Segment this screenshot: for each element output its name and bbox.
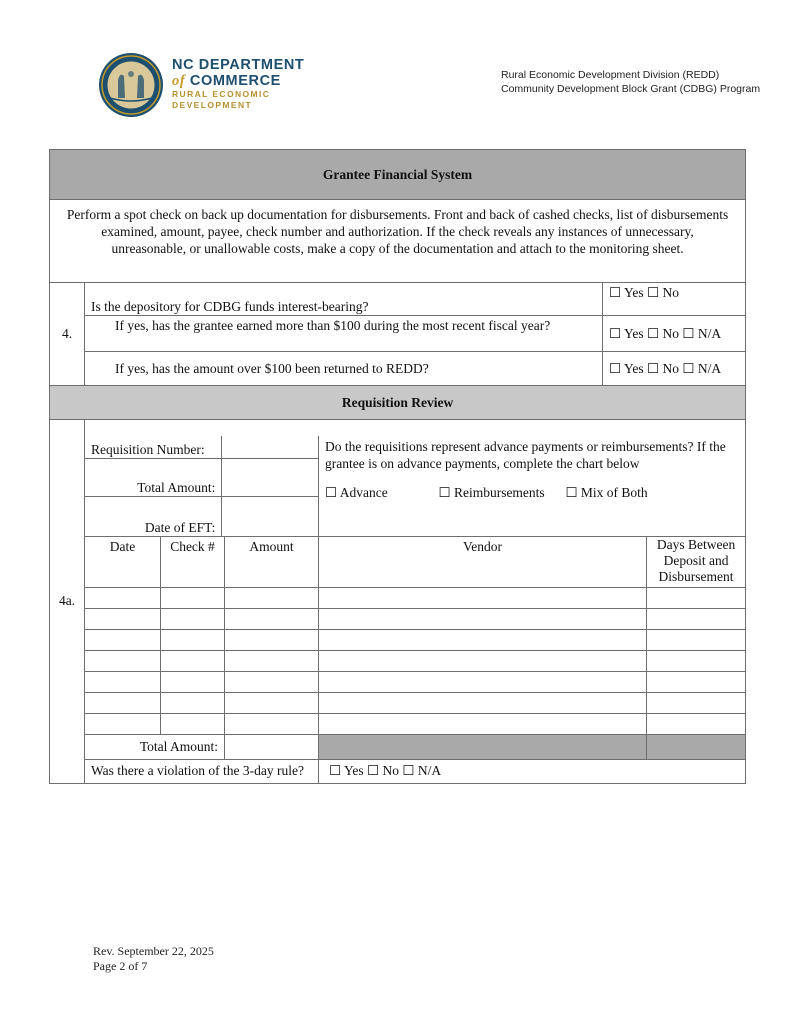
total-amount-label: Total Amount: bbox=[85, 458, 222, 496]
table-row bbox=[50, 629, 746, 650]
total-amount-field[interactable] bbox=[222, 458, 318, 496]
logo-line-1: NC DEPARTMENT bbox=[172, 57, 305, 73]
advance-or-reimbursement-block bbox=[319, 436, 746, 537]
date-of-eft-field[interactable] bbox=[222, 496, 318, 535]
logo-line-4: DEVELOPMENT bbox=[172, 100, 253, 110]
reimbursements-checkbox[interactable]: ☐ Reimbursements bbox=[438, 484, 545, 500]
instructions-text: Perform a spot check on back up documentation for disbursements. Front and back of cashed checks, list of disbursements examined, amount, payee, check number and authorization. If the check reveals any instances of unnecessary, unreasonable, or unallowable costs, make a copy of the documentation and attach to the monitoring sheet. bbox=[50, 200, 746, 283]
question-returned-to-redd: If yes, has the amount over $100 been returned to REDD? bbox=[85, 352, 603, 386]
column-header-date: Date bbox=[85, 536, 161, 587]
table-row bbox=[50, 713, 746, 734]
program-name: Community Development Block Grant (CDBG) Program bbox=[501, 83, 761, 95]
column-header-check-number: Check # bbox=[161, 536, 225, 587]
total-row-shaded-days bbox=[647, 734, 746, 759]
division-name: Rural Economic Development Division (REDD) bbox=[501, 69, 720, 81]
revision-date: Rev. September 22, 2025 bbox=[93, 944, 214, 958]
three-day-rule-options[interactable]: ☐ Yes ☐ No ☐ N/A bbox=[319, 759, 746, 783]
total-row-shaded-vendor bbox=[319, 734, 647, 759]
department-logo-text bbox=[172, 57, 304, 111]
returned-to-redd-options[interactable]: ☐ Yes ☐ No ☐ N/A bbox=[603, 352, 746, 386]
column-header-days-between: Days Between Deposit and Disbursement bbox=[647, 536, 746, 587]
monitoring-form-table bbox=[49, 149, 746, 784]
question-interest-bearing: Is the depository for CDBG funds interest-bearing? bbox=[85, 283, 603, 316]
table-row bbox=[50, 692, 746, 713]
table-total-amount-field[interactable] bbox=[225, 734, 319, 759]
earned-over-100-options[interactable]: ☐ Yes ☐ No ☐ N/A bbox=[603, 316, 746, 352]
column-header-amount: Amount bbox=[225, 536, 319, 587]
advance-or-reimbursement-question: Do the requisitions represent advance payments or reimbursements? If the grantee is on advance payments, complete the chart below bbox=[325, 438, 726, 471]
mix-of-both-checkbox[interactable]: ☐ Mix of Both bbox=[565, 484, 648, 500]
column-header-vendor: Vendor bbox=[319, 536, 647, 587]
item-number-4: 4. bbox=[50, 283, 85, 386]
page-number: Page 2 of 7 bbox=[93, 959, 148, 973]
requisition-info-block bbox=[85, 436, 319, 537]
table-row bbox=[50, 608, 746, 629]
program-header bbox=[501, 68, 760, 96]
table-row bbox=[50, 587, 746, 608]
interest-bearing-options[interactable]: ☐ Yes ☐ No bbox=[603, 283, 746, 316]
item-number-4a: 4a. bbox=[50, 420, 85, 784]
page-footer bbox=[93, 944, 214, 974]
logo-line-2: of COMMERCE bbox=[172, 73, 281, 89]
requisition-number-field[interactable] bbox=[222, 436, 318, 459]
state-seal-logo bbox=[98, 52, 164, 118]
section-title-requisition-review: Requisition Review bbox=[50, 386, 746, 420]
table-row bbox=[50, 650, 746, 671]
table-total-amount-label: Total Amount: bbox=[85, 734, 225, 759]
table-row bbox=[50, 671, 746, 692]
three-day-rule-question: Was there a violation of the 3-day rule? bbox=[85, 759, 319, 783]
section-title-financial-system: Grantee Financial System bbox=[50, 150, 746, 200]
requisition-number-label: Requisition Number: bbox=[85, 436, 222, 459]
advance-checkbox[interactable]: ☐ Advance bbox=[325, 484, 388, 500]
question-earned-over-100: If yes, has the grantee earned more than $100 during the most recent fiscal year? bbox=[85, 316, 603, 352]
date-of-eft-label: Date of EFT: bbox=[85, 496, 222, 535]
logo-line-3: RURAL ECONOMIC bbox=[172, 89, 271, 99]
